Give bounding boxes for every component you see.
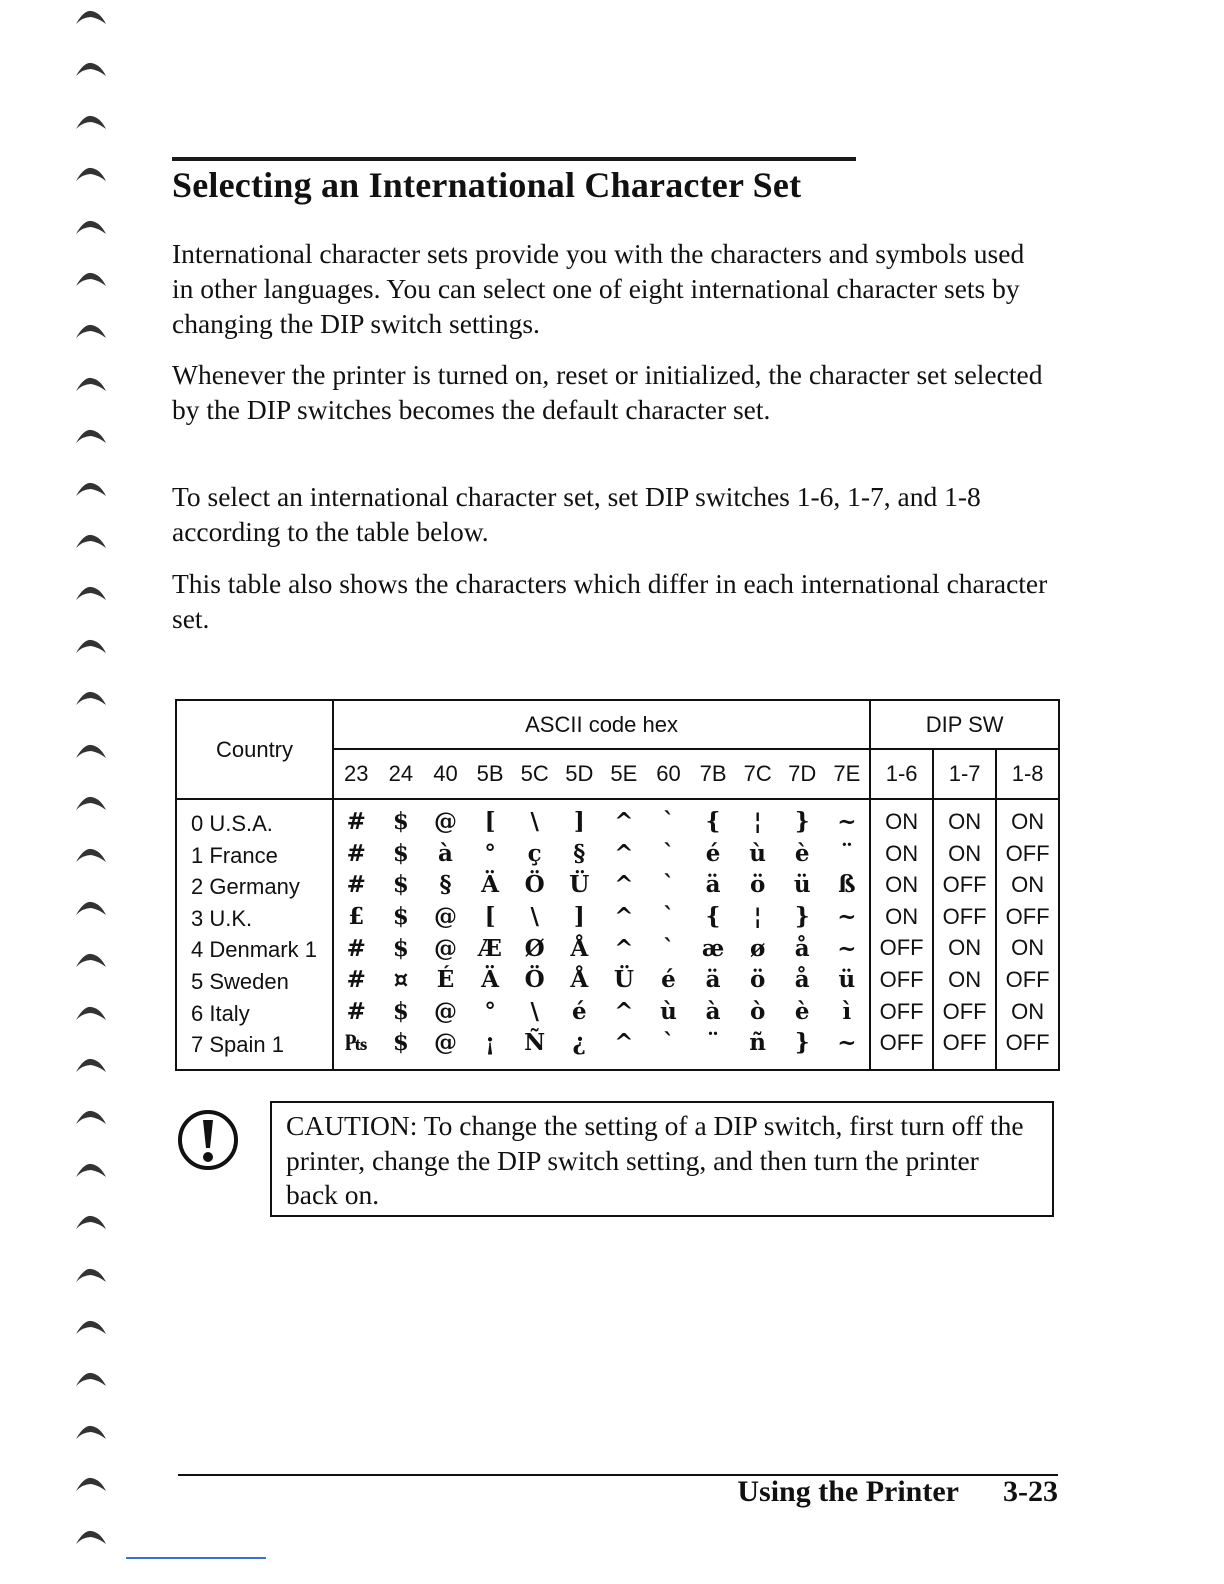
character-cell: ] (573, 903, 585, 931)
binding-hole-icon (74, 689, 108, 707)
character-cell: ` (662, 808, 675, 836)
binding-hole-icon (74, 480, 108, 498)
table-row (334, 838, 869, 870)
character-cell: Ä (481, 871, 499, 899)
character-cell: à (705, 997, 721, 1025)
character-cell: ` (662, 934, 675, 962)
binding-hole-icon (74, 1318, 108, 1336)
binding-hole-icon (74, 1213, 108, 1231)
binding-hole-icon (74, 322, 108, 340)
hex-code: 7C (743, 761, 772, 786)
character-cell: ~ (837, 934, 857, 962)
character-cell: { (705, 808, 721, 836)
character-cell: ¦ (753, 808, 762, 836)
character-cell: ^ (614, 871, 634, 899)
binding-hole-icon (74, 1056, 108, 1074)
character-cell: § (573, 839, 586, 867)
character-cell: ä (705, 871, 721, 899)
hex-code: 5C (520, 761, 549, 786)
hex-code: 24 (388, 761, 414, 786)
switch-value: OFF (879, 966, 924, 992)
binding-hole-icon (74, 60, 108, 78)
switch-header: 1-7 (933, 749, 996, 799)
character-cell: Ñ (524, 1029, 546, 1057)
character-cell: \ (530, 997, 539, 1025)
switch-value: ON (885, 903, 919, 929)
character-cell: ] (573, 808, 585, 836)
character-cell: $ (392, 839, 409, 867)
hex-code: 60 (656, 761, 681, 786)
page-title: Selecting an International Character Set (172, 165, 802, 205)
character-cell: ä (705, 966, 721, 994)
character-cell: Ü (569, 871, 590, 899)
character-cell: å (794, 966, 810, 994)
binding-hole-icon (74, 899, 108, 917)
character-cell: ^ (614, 808, 634, 836)
switch-value: OFF (1005, 966, 1050, 992)
table-row (334, 806, 869, 838)
character-cell: ` (662, 839, 675, 867)
character-cell: ù (749, 839, 766, 867)
character-cell: } (794, 808, 810, 836)
character-cell: { (705, 903, 721, 931)
character-cell: ° (484, 997, 496, 1025)
switch-value: OFF (1005, 840, 1050, 866)
table-row (334, 932, 869, 964)
character-cell: É (436, 966, 455, 994)
switch-value: ON (948, 809, 982, 834)
caution-icon (176, 1108, 240, 1172)
character-cell: ₧ (345, 1029, 368, 1057)
character-cell: ò (749, 997, 766, 1025)
country-list (176, 799, 333, 1070)
character-cell: # (346, 934, 366, 962)
character-cell: Ø (524, 934, 545, 962)
hex-code: 7D (788, 761, 817, 786)
character-cell: ^ (614, 903, 634, 931)
country-name: 1 France (191, 842, 278, 868)
character-cell: é (571, 997, 587, 1025)
binding-hole-icon (74, 951, 108, 969)
country-name: 7 Spain 1 (191, 1032, 284, 1058)
heading-rule (172, 157, 856, 161)
character-cell: ß (838, 871, 856, 899)
character-set-table (175, 699, 1060, 1071)
character-cell: @ (433, 997, 457, 1025)
switch-header: 1-8 (996, 749, 1059, 799)
switch-1-7-values (933, 799, 996, 1070)
binding-hole-icon (74, 794, 108, 812)
character-cell: ù (660, 997, 677, 1025)
character-cell: é (661, 966, 676, 994)
switch-value: OFF (879, 998, 924, 1024)
character-cell: ¡ (485, 1029, 496, 1057)
switch-value: ON (948, 840, 982, 866)
footer-section: Using the Printer (737, 1475, 959, 1508)
character-cell: æ (701, 934, 725, 962)
hex-code: 5D (565, 761, 594, 786)
dip-header: DIP SW (870, 700, 1059, 749)
binding-hole-icon (74, 1266, 108, 1284)
hex-code: 7E (833, 761, 861, 786)
binding-hole-icon (74, 1108, 108, 1126)
character-cell: ` (662, 903, 675, 931)
character-cell: ¨ (707, 1029, 719, 1057)
character-cell: @ (433, 934, 457, 962)
table-row (334, 1027, 869, 1059)
character-cell: ¨ (841, 839, 853, 867)
switch-value: OFF (1005, 1030, 1050, 1056)
character-cell: @ (433, 1029, 457, 1057)
character-cell: ~ (837, 808, 857, 836)
character-cell: \ (530, 903, 539, 931)
switch-value: OFF (942, 998, 987, 1024)
character-cell: } (794, 1029, 810, 1057)
character-cell: ° (484, 839, 496, 867)
character-cell: ü (838, 966, 856, 994)
binding-hole-icon (74, 1004, 108, 1022)
character-cell: ñ (749, 1029, 766, 1057)
binding-hole-icon (74, 8, 108, 26)
character-cell: ` (662, 871, 675, 899)
table-row (334, 901, 869, 933)
character-cell: ~ (837, 1029, 857, 1057)
switch-value: OFF (1005, 903, 1050, 929)
switch-value: OFF (942, 903, 987, 929)
switch-value: OFF (879, 1030, 924, 1056)
binding-hole-icon (74, 165, 108, 183)
character-cell: @ (433, 903, 457, 931)
binding-hole-icon (74, 427, 108, 445)
caution-box (270, 1101, 1054, 1217)
instruction-paragraph: To select an international character set, set DIP switches 1-6, 1-7, and 1-8 according to the table below. (172, 481, 981, 547)
character-cell: $ (392, 871, 409, 899)
caution-text (286, 1109, 1036, 1213)
character-cell: ¿ (572, 1029, 586, 1057)
switch-value: ON (948, 935, 982, 961)
caution-message: CAUTION: To change the setting of a DIP switch, first turn off the printer, change the DIP switch setting, and then turn the printer back on. (286, 1110, 1024, 1210)
country-header: Country (176, 700, 333, 799)
character-cell: Å (570, 934, 589, 962)
character-cell: ø (749, 934, 766, 962)
binding-hole-icon (74, 637, 108, 655)
table-note-paragraph: This table also shows the characters which differ in each international character set. (172, 568, 1048, 634)
character-cell: £ (348, 903, 365, 931)
country-name: 0 U.S.A. (191, 811, 273, 836)
switch-1-8-values (996, 799, 1059, 1070)
character-cell: ^ (614, 1029, 634, 1057)
character-cell: # (346, 997, 366, 1025)
character-cell: [ (484, 903, 496, 931)
scan-mark (126, 1557, 266, 1559)
country-name: 6 Italy (191, 1000, 250, 1026)
character-cell: $ (392, 808, 409, 836)
binding-hole-icon (74, 742, 108, 760)
binding-hole-icon (74, 270, 108, 288)
character-cell: } (794, 903, 810, 931)
character-cell: ç (527, 839, 542, 867)
character-cell: [ (484, 808, 496, 836)
character-cell: $ (392, 934, 409, 962)
binding-hole-icon (74, 218, 108, 236)
character-cell: ` (662, 1029, 675, 1057)
binding-hole-icon (74, 1528, 108, 1546)
character-cell: $ (392, 997, 409, 1025)
page-footer (737, 1475, 1058, 1509)
binding-hole-icon (74, 1161, 108, 1179)
hex-code: 7B (699, 761, 727, 786)
binding-hole-icon (74, 584, 108, 602)
table-row (334, 869, 869, 901)
switch-value: ON (1011, 935, 1045, 961)
binding-hole-icon (74, 375, 108, 393)
switch-value: OFF (942, 1030, 987, 1056)
character-cell: Å (570, 966, 589, 994)
switch-value: ON (1011, 998, 1045, 1024)
binding-hole-icon (74, 1423, 108, 1441)
switch-value: OFF (879, 935, 924, 961)
character-cell: ü (793, 871, 811, 899)
character-cell: è (794, 997, 810, 1025)
character-cell: # (346, 839, 366, 867)
switch-value: ON (948, 966, 982, 992)
binding-hole-icon (74, 846, 108, 864)
character-cell: à (438, 839, 453, 867)
character-cell: § (439, 871, 452, 899)
page-number: 3-23 (1003, 1475, 1058, 1508)
country-name: 5 Sweden (191, 968, 289, 994)
character-cell: Ö (524, 966, 545, 994)
intro-paragraph: International character sets provide you with the characters and symbols used in other languages. You can select one of eight international character sets by changing the DIP switch settings. (172, 238, 1025, 339)
character-cell: # (346, 871, 366, 899)
character-cell: Ö (524, 871, 545, 899)
character-cell: Ü (613, 966, 634, 994)
default-paragraph: Whenever the printer is turned on, reset or initialized, the character set selected by the DIP switches becomes the default character set. (172, 359, 1043, 425)
switch-value: ON (885, 872, 919, 898)
character-cell: \ (530, 808, 539, 836)
hex-code: 5E (610, 761, 638, 786)
character-cell: ì (842, 997, 852, 1025)
binding-hole-icon (74, 113, 108, 131)
switch-value: ON (885, 809, 919, 834)
country-name: 3 U.K. (191, 905, 253, 931)
character-cell: # (346, 808, 366, 836)
binding-hole-icon (74, 1475, 108, 1493)
character-cell: ö (749, 871, 766, 899)
switch-header: 1-6 (870, 749, 933, 799)
hex-code: 23 (344, 761, 369, 786)
character-cell: Æ (478, 934, 502, 962)
ascii-header: ASCII code hex (333, 700, 870, 749)
character-cell: $ (392, 903, 409, 931)
switch-1-6-values (870, 799, 933, 1070)
country-name: 2 Germany (191, 874, 300, 900)
binding-hole-icon (74, 1370, 108, 1388)
character-cell: è (794, 839, 810, 867)
character-grid (333, 799, 870, 1070)
character-cell: å (794, 934, 810, 962)
character-cell: ^ (614, 997, 634, 1025)
switch-value: ON (1011, 809, 1045, 834)
hex-code: 5B (476, 761, 504, 786)
switch-value: ON (1011, 872, 1045, 898)
character-cell: ^ (614, 934, 634, 962)
hex-code: 40 (433, 761, 458, 786)
binding-hole-icon (74, 532, 108, 550)
character-cell: # (346, 966, 366, 994)
character-cell: Ä (481, 966, 499, 994)
character-cell: ~ (837, 903, 857, 931)
character-cell: ¦ (753, 903, 762, 931)
table-row (334, 964, 869, 996)
switch-value: ON (885, 840, 919, 866)
switch-value: OFF (942, 872, 987, 898)
character-cell: ¤ (393, 966, 409, 994)
country-name: 4 Denmark 1 (191, 937, 317, 963)
table-row (334, 996, 869, 1028)
character-cell: ^ (614, 839, 634, 867)
character-cell: ö (749, 966, 766, 994)
character-cell: $ (392, 1029, 409, 1057)
binding-holes (70, 0, 140, 1584)
character-cell: @ (433, 808, 457, 836)
character-cell: é (705, 839, 721, 867)
